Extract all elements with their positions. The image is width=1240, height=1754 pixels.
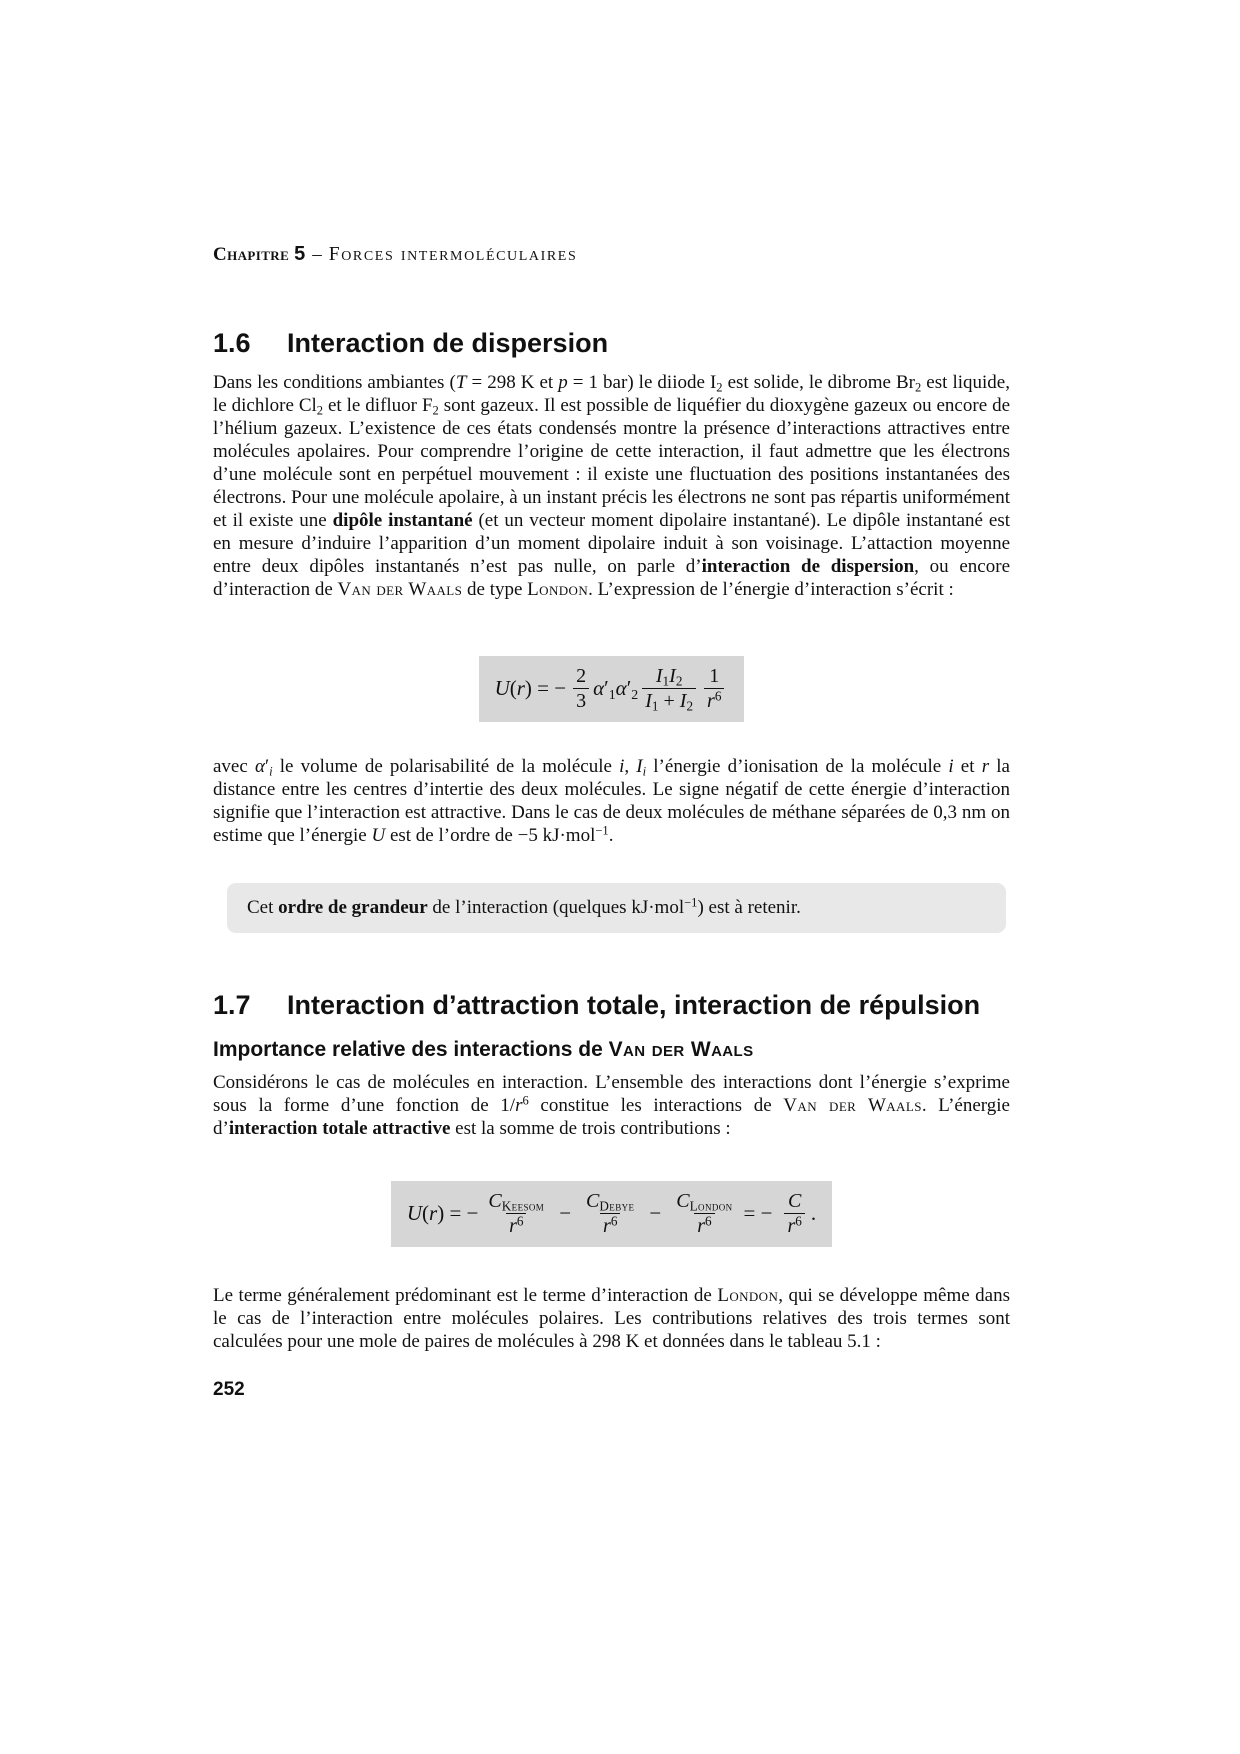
fraction-inverse-r6: $\frac{1}{r^6}$	[704, 665, 724, 713]
paragraph-dispersion-notation: avec $\alpha'_i$ le volume de polarisabilité de la molécule i, $I_i$ l’énergie d’ionisation de la molécule i et r la distance entre les centres d’intertie des deux molécules. Le signe négatif de cette énergie d’interaction signifie que l’interaction est attractive. Dans le cas de deux molécules de méthane séparées de 0,3 nm on estime que l’énergie U est de l’ordre de −5 kJ·mol$^{-1}$.	[213, 755, 1010, 846]
total-attraction-equation	[407, 1190, 816, 1238]
section-number: 1.6	[213, 328, 251, 358]
equation-period: .	[810, 1201, 817, 1226]
equation-lhs: U(r) = −	[494, 676, 567, 701]
equation-lhs: U(r) = −	[406, 1201, 479, 1226]
subsection-heading: Importance relative des interactions de Van der Waals	[213, 1037, 754, 1061]
chapter-label: Chapitre	[213, 244, 290, 265]
paragraph-dispersion-intro: Dans les conditions ambiantes (T = 298 K et p = 1 bar) le diiode $I_2$ est solide, le dibrome $Br_2$ est liquide, le dichlore $Cl_2$ et le difluor $F_2$ sont gazeux. Il est possible de liquéfier du dioxygène gazeux ou encore de l’hélium gazeux. L’existence de ces états condensés montre la présence d’interactions attractives entre molécules apolaires. Pour comprendre l’origine de cette interaction, il faut admettre que les électrons d’une molécule sont en perpétuel mouvement : il existe une fluctuation des positions instantanées des électrons. Pour une molécule apolaire, à un instant précis les électrons ne sont pas répartis uniformément et il existe une dipôle instantané (et un vecteur moment dipolaire instantané). Le dipôle instantané est en mesure d’induire l’apparition d’un moment dipolaire induit à son voisinage. L’attaction moyenne entre deux dipôles instantanés n’est pas nulle, on parle d’interaction de dispersion, ou encore d’interaction de Van der Waals de type London. L’expression de l’énergie d’interaction s’écrit :	[213, 372, 1011, 601]
section-1-7-heading	[213, 990, 1010, 1021]
total-attraction-equation-box	[391, 1181, 832, 1247]
chapter-number: 5	[294, 243, 306, 265]
section-number: 1.7	[213, 989, 251, 1020]
section-1-6-heading	[213, 328, 1010, 359]
fraction-two-thirds: $\frac{2}{3}$	[573, 665, 589, 713]
chapter-separator: –	[312, 244, 322, 265]
chapter-title: Forces intermoléculaires	[328, 244, 578, 265]
fraction-keesom: $\frac{C_{Keesom}}{r^6}$	[488, 1189, 545, 1238]
polarisability-terms: $\alpha'_1\alpha'_2$	[593, 676, 639, 703]
equals-sign: = −	[743, 1201, 773, 1226]
section-title: Interaction d’attraction totale, interaction de répulsion	[287, 989, 981, 1020]
dispersion-energy-equation	[495, 665, 729, 713]
minus-sign: −	[649, 1201, 662, 1226]
paragraph-vdw-total: Considérons le cas de molécules en interaction. L’ensemble des interactions dont l’énergie s’exprime sous la forme d’une fonction de $1/r^6$ constitue les interactions de Van der Waals. L’énergie d’interaction totale attractive est la somme de trois contributions :	[213, 1071, 1010, 1139]
fraction-ionisation-energies: $\frac{I_1I_2}{I_1 + I_2}$	[642, 665, 696, 713]
page-content	[213, 0, 1010, 1401]
section-title: Interaction de dispersion	[287, 328, 609, 358]
fraction-london: $\frac{C_{London}}{r^6}$	[676, 1189, 733, 1238]
paragraph-london-dominance: Le terme généralement prédominant est le terme d’interaction de London, qui se développe même dans le cas de l’interaction entre molécules polaires. Les contributions relatives des trois termes sont calculées pour une mole de paires de molécules à 298 K et données dans le tableau 5.1 :	[213, 1284, 1010, 1352]
page-number: 252	[213, 1378, 245, 1400]
minus-sign: −	[559, 1201, 572, 1226]
key-point-box	[227, 883, 1006, 933]
fraction-total: $\frac{C}{r^6}$	[784, 1190, 804, 1238]
key-point-text: Cet ordre de grandeur de l’interaction (quelques kJ·mol$^{-1}$) est à retenir.	[247, 895, 801, 918]
fraction-debye: $\frac{C_{Debye}}{r^6}$	[586, 1189, 635, 1238]
dispersion-energy-equation-box	[479, 656, 745, 722]
running-head	[213, 243, 1010, 266]
